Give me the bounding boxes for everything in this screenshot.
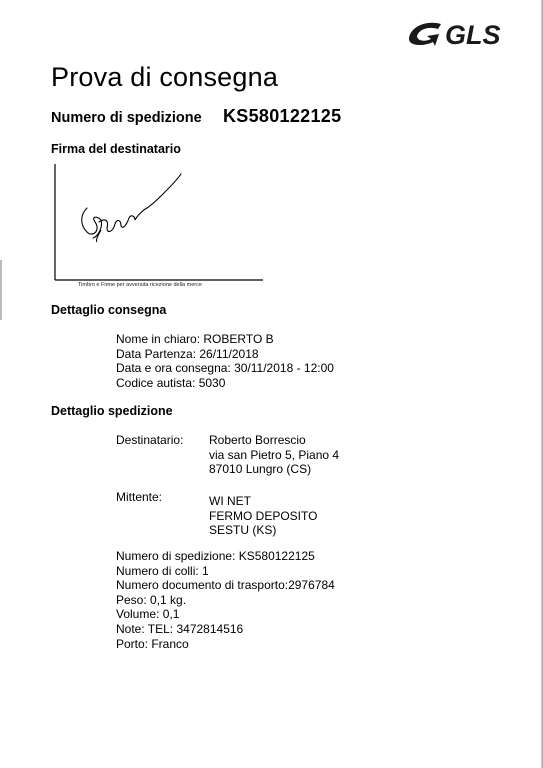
- gls-swoosh-icon: [409, 23, 441, 46]
- recipient-street: via san Pietro 5, Piano 4: [209, 447, 340, 462]
- delivery-datetime: Data e ora consegna: 30/11/2018 - 12:00: [116, 361, 334, 376]
- gls-logo-text: GLS: [445, 20, 501, 50]
- sender-address: [209, 494, 317, 538]
- info-transport-document: Numero documento di trasporto:2976784: [116, 578, 335, 593]
- delivery-detail-block: [116, 332, 334, 390]
- info-weight: Peso: 0,1 kg.: [116, 592, 187, 607]
- delivery-name: Nome in chiaro: ROBERTO B: [116, 332, 274, 346]
- recipient-address: [209, 433, 339, 477]
- scan-margin-mark: [0, 260, 2, 320]
- sender-city: SESTU (KS): [209, 523, 277, 538]
- recipient-city: 87010 Lungro (CS): [209, 462, 312, 477]
- info-parcel-count: Numero di colli: 1: [116, 563, 209, 578]
- shipment-detail-heading: Dettaglio spedizione: [51, 404, 173, 418]
- delivery-departure-date: Data Partenza: 26/11/2018: [116, 346, 259, 361]
- delivery-driver-code: Codice autista: 5030: [116, 375, 226, 390]
- info-notes: Note: TEL: 3472814516: [116, 621, 244, 636]
- info-volume: Volume: 0,1: [116, 607, 180, 622]
- handwritten-signature: [82, 174, 181, 238]
- sender-name: WI NET: [209, 494, 251, 508]
- signature-caption: Timbro e Firme per avvenuta ricezione della merce: [78, 282, 202, 288]
- signature-area: [51, 158, 266, 288]
- info-shipment-number: Numero di spedizione: KS580122125: [116, 549, 315, 563]
- recipient-label: Destinatario:: [116, 433, 184, 447]
- delivery-detail-heading: Dettaglio consegna: [51, 303, 167, 317]
- gls-logo: [405, 14, 535, 50]
- signature-flourish: [96, 230, 101, 242]
- recipient-name: Roberto Borrescio: [209, 433, 306, 447]
- shipment-number-label: Numero di spedizione: [51, 110, 202, 126]
- signature-label: Firma del destinatario: [51, 142, 181, 156]
- sender-street: FERMO DEPOSITO: [209, 508, 318, 523]
- shipment-number-value: KS580122125: [223, 106, 342, 126]
- info-freight-terms: Porto: Franco: [116, 636, 189, 651]
- shipment-info-block: [116, 549, 335, 651]
- page-title: Prova di consegna: [51, 62, 279, 92]
- sender-label: Mittente:: [116, 490, 163, 504]
